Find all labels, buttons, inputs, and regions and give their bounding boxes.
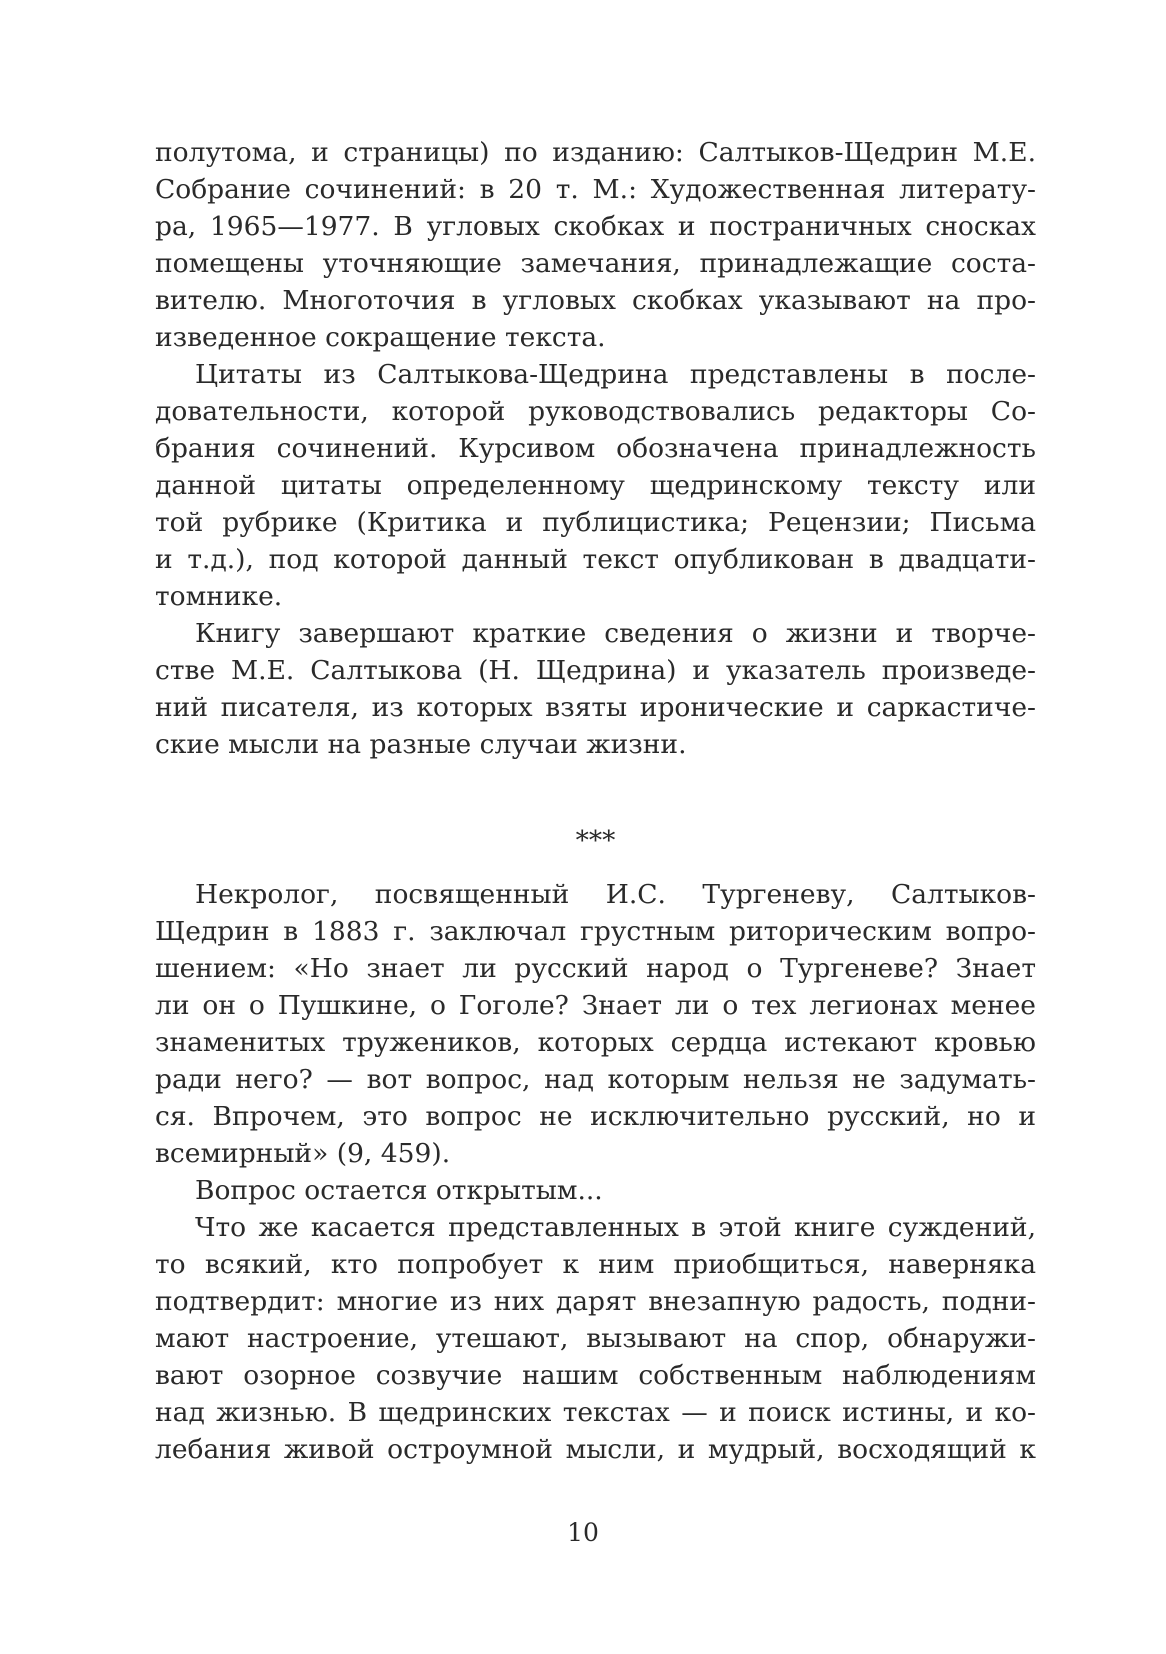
text-line: вают озорное созвучие нашим собственным наблюдениям [155, 1360, 1036, 1391]
text-line: Собрание сочинений: в 20 т. М.: Художественная литерату- [155, 174, 1036, 205]
section-separator: *** [575, 825, 616, 856]
text-line: вителю. Многоточия в угловых скобках указывают на про- [155, 285, 1036, 316]
text-line: и т.д.), под которой данный текст опубликован в двадцати- [155, 544, 1036, 575]
text-line: шением: «Но знает ли русский народ о Тургеневе? Знает [155, 953, 1036, 984]
text-line: ний писателя, из которых взяты иронические и саркастиче- [155, 692, 1036, 723]
text-line: то всякий, кто попробует к ним приобщиться, наверняка [155, 1249, 1036, 1280]
text-line: подтвердит: многие из них дарят внезапную радость, подни- [155, 1286, 1036, 1317]
intro-text [155, 134, 1036, 763]
text-line: довательности, которой руководствовались редакторы Со- [155, 396, 1036, 427]
text-line: ли он о Пушкине, о Гоголе? Знает ли о тех легионах менее [155, 990, 1036, 1021]
text-line: изведенное сокращение текста. [155, 322, 606, 353]
page-number: 10 [567, 1518, 599, 1547]
text-line: лебания живой остроумной мысли, и мудрый, восходящий к [155, 1434, 1036, 1465]
text-line: Вопрос остается открытым... [195, 1175, 603, 1206]
text-line: той рубрике (Критика и публицистика; Рецензии; Письма [155, 507, 1036, 538]
text-line: ради него? — вот вопрос, над которым нельзя не задумать- [155, 1064, 1036, 1095]
text-line: томнике. [155, 581, 283, 612]
text-line: Что же касается представленных в этой книге суждений, [195, 1212, 1036, 1243]
text-line: ра, 1965—1977. В угловых скобках и постраничных сносках [155, 211, 1036, 242]
text-line: полутома, и страницы) по изданию: Салтыков-Щедрин М.Е. [155, 137, 1036, 168]
main-text [155, 876, 1036, 1468]
text-line: мают настроение, утешают, вызывают на спор, обнаружи- [155, 1323, 1036, 1354]
text-line: ские мысли на разные случаи жизни. [155, 729, 687, 760]
text-line: помещены уточняющие замечания, принадлежащие соста- [155, 248, 1036, 279]
text-line: ся. Впрочем, это вопрос не исключительно русский, но и [155, 1101, 1036, 1132]
text-line: Щедрин в 1883 г. заключал грустным риторическим вопро- [155, 916, 1036, 947]
text-line: брания сочинений. Курсивом обозначена принадлежность [155, 433, 1036, 464]
text-line: Некролог, посвященный И.С. Тургеневу, Салтыков- [195, 879, 1036, 910]
text-line: стве М.Е. Салтыкова (Н. Щедрина) и указатель произведе- [155, 655, 1036, 686]
text-line: всемирный» (9, 459). [155, 1138, 451, 1169]
text-line: Цитаты из Салтыкова-Щедрина представлены в после- [195, 359, 1036, 390]
text-line: данной цитаты определенному щедринскому тексту или [155, 470, 1036, 501]
text-line: над жизнью. В щедринских текстах — и поиск истины, и ко- [155, 1397, 1036, 1428]
text-line: Книгу завершают краткие сведения о жизни и творче- [195, 618, 1036, 649]
text-line: знаменитых тружеников, которых сердца истекают кровью [155, 1027, 1036, 1058]
